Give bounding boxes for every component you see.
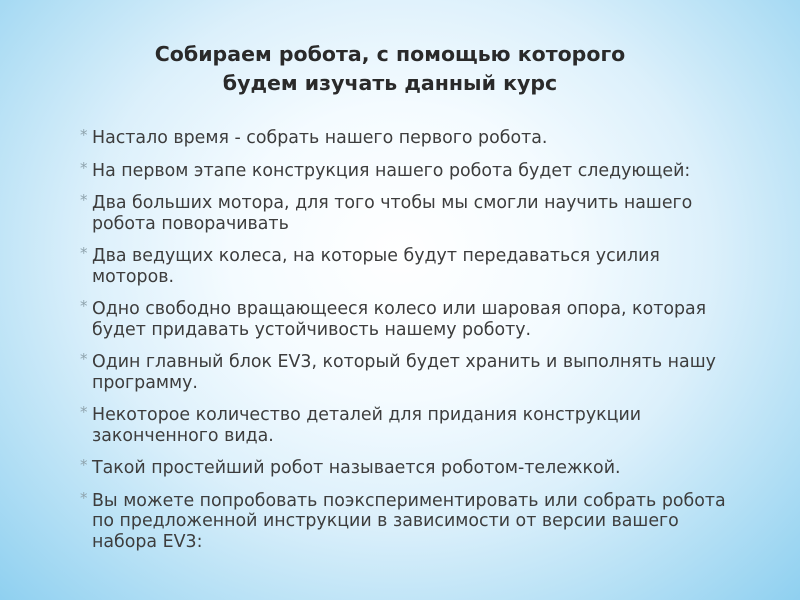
bullet-item [80, 128, 740, 149]
bullet-text: Два ведущих колеса, на которые будут передаваться усилия моторов. [92, 246, 660, 287]
bullet-item [80, 158, 740, 182]
slide-title-line-2: будем изучать данный курс [222, 71, 558, 95]
bullet-marker-icon: * [80, 158, 88, 177]
bullet-text: Вы можете попробовать поэкспериментировать или собрать робота по предложенной инструкции в зависимости от версии вашего набора EV3: [92, 490, 726, 552]
bullet-item [80, 299, 740, 340]
bullet-marker-icon: * [80, 488, 88, 507]
bullet-item [80, 246, 740, 287]
bullet-list [80, 128, 740, 564]
bullet-marker-icon: * [80, 350, 88, 368]
bullet-item [80, 352, 740, 393]
bullet-text: Одно свободно вращающееся колесо или шаровая опора, которая будет придавать устойчивость нашему роботу. [92, 299, 707, 340]
bullet-marker-icon: * [80, 191, 88, 209]
bullet-text: Два больших мотора, для того чтобы мы смогли научить нашего робота поворачивать [92, 193, 693, 234]
bullet-marker-icon: * [80, 244, 88, 262]
slide-title-line-1: Собираем робота, с помощью которого [154, 42, 626, 66]
bullet-item [80, 193, 740, 234]
bullet-item [80, 488, 740, 553]
bullet-item [80, 405, 740, 446]
bullet-marker-icon: * [80, 297, 88, 315]
bullet-text: Такой простейший робот называется роботом-тележкой. [92, 458, 621, 478]
slide-title [100, 40, 680, 98]
bullet-text: Некоторое количество деталей для придания конструкции законченного вида. [92, 405, 642, 446]
bullet-item [80, 458, 740, 479]
bullet-text: Один главный блок EV3, который будет хранить и выполнять нашу программу. [92, 352, 716, 393]
bullet-text: Настало время - собрать нашего первого робота. [92, 128, 548, 148]
bullet-text: На первом этапе конструкция нашего робота будет следующей: [92, 160, 691, 181]
bullet-marker-icon: * [80, 403, 88, 421]
bullet-marker-icon: * [80, 126, 88, 144]
bullet-marker-icon: * [80, 456, 88, 474]
